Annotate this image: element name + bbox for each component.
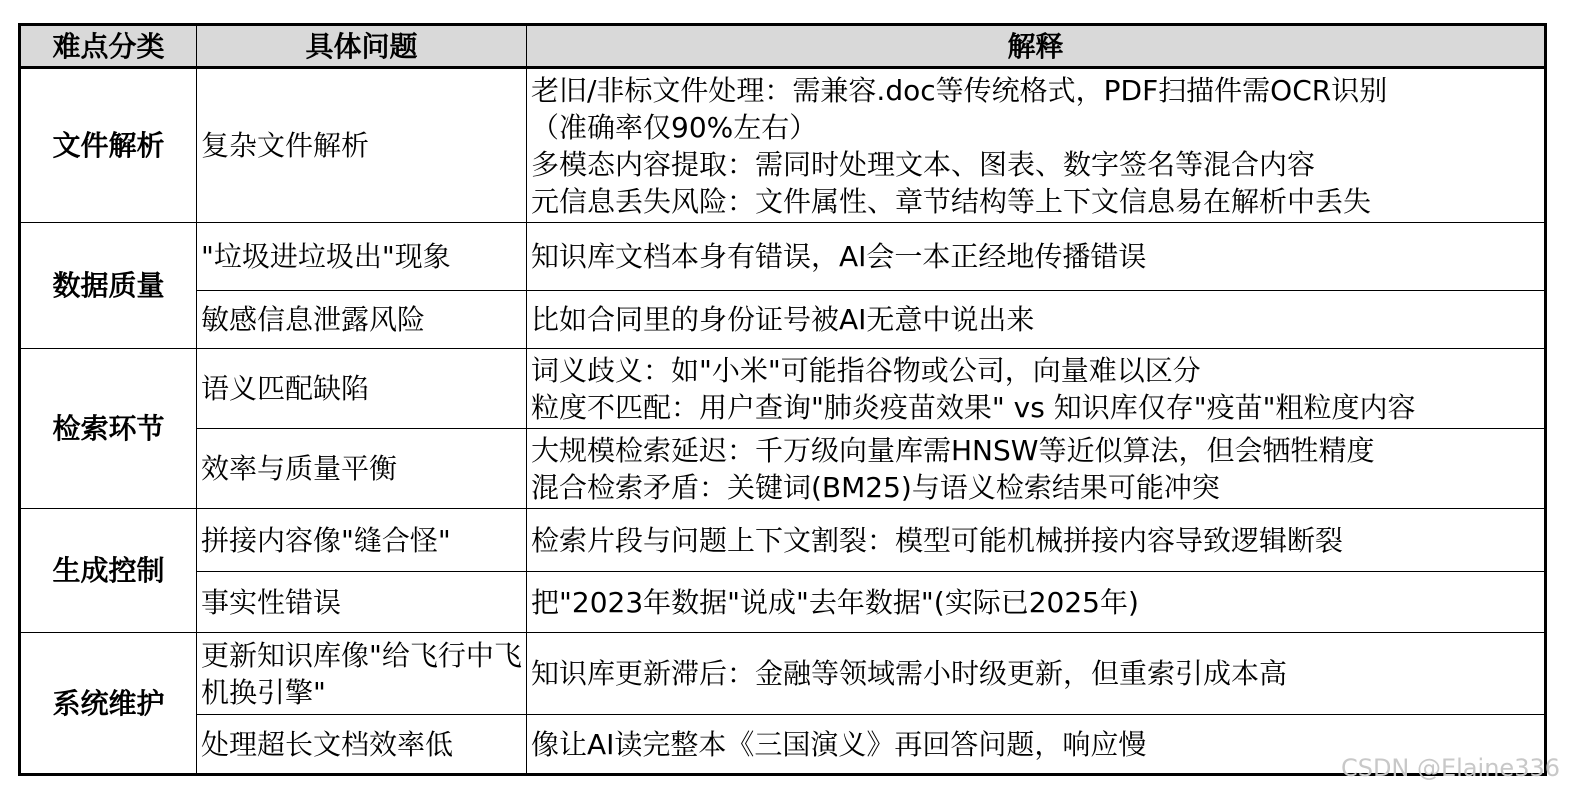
explanation-line: 粒度不匹配：用户查询"肺炎疫苗效果" vs 知识库仅存"疫苗"粗粒度内容 [531, 390, 1416, 424]
table-row [20, 291, 1546, 349]
explanation-cell [527, 223, 1546, 291]
explanation-line: 检索片段与问题上下文割裂：模型可能机械拼接内容导致逻辑断裂 [531, 523, 1344, 557]
explanation-cell [527, 509, 1546, 572]
explanation-line: 知识库更新滞后：金融等领域需小时级更新，但重索引成本高 [531, 657, 1288, 690]
explanation-cell [527, 633, 1546, 715]
issue-cell: 更新知识库像"给飞行中飞机换引擎" [197, 633, 527, 715]
explanation-line: 元信息丢失风险：文件属性、章节结构等上下文信息易在解析中丢失 [531, 184, 1372, 218]
category-cell: 数据质量 [20, 223, 197, 349]
category-cell: 检索环节 [20, 349, 197, 509]
issue-cell: 复杂文件解析 [197, 68, 527, 223]
table-row [20, 572, 1546, 633]
issue-cell: 处理超长文档效率低 [197, 715, 527, 775]
issue-cell: "垃圾进垃圾出"现象 [197, 223, 527, 291]
table-row [20, 223, 1546, 291]
explanation-cell [527, 572, 1546, 633]
table-row [20, 509, 1546, 572]
header-category: 难点分类 [20, 25, 197, 68]
explanation-line: 混合检索矛盾：关键词(BM25)与语义检索结果可能冲突 [531, 470, 1220, 504]
issue-cell: 效率与质量平衡 [197, 429, 527, 509]
explanation-cell [527, 291, 1546, 349]
table-row [20, 68, 1546, 223]
explanation-cell [527, 68, 1546, 223]
explanation-cell [527, 429, 1546, 509]
category-cell: 生成控制 [20, 509, 197, 633]
category-cell: 文件解析 [20, 68, 197, 223]
issue-cell: 敏感信息泄露风险 [197, 291, 527, 349]
table-row [20, 429, 1546, 509]
table-row [20, 349, 1546, 429]
explanation-line: 像让AI读完整本《三国演义》再回答问题，响应慢 [531, 727, 1147, 761]
table-row [20, 633, 1546, 715]
header-row [20, 25, 1546, 68]
issue-cell: 事实性错误 [197, 572, 527, 633]
explanation-line: （准确率仅90%左右） [531, 110, 818, 144]
explanation-line: 把"2023年数据"说成"去年数据"(实际已2025年) [531, 585, 1139, 619]
explanation-line: 老旧/非标文件处理：需兼容.doc等传统格式，PDF扫描件需OCR识别 [531, 73, 1388, 107]
explanation-line: 知识库文档本身有错误，AI会一本正经地传播错误 [531, 240, 1147, 273]
header-issue: 具体问题 [197, 25, 527, 68]
explanation-line: 大规模检索延迟：千万级向量库需HNSW等近似算法，但会牺牲精度 [531, 433, 1375, 467]
explanation-line: 多模态内容提取：需同时处理文本、图表、数字签名等混合内容 [531, 147, 1316, 181]
issue-cell: 语义匹配缺陷 [197, 349, 527, 429]
category-cell: 系统维护 [20, 633, 197, 775]
csdn-watermark: CSDN @Elaine336 [1340, 754, 1560, 782]
table-row [20, 715, 1546, 775]
explanation-line: 比如合同里的身份证号被AI无意中说出来 [531, 303, 1035, 336]
header-explanation: 解释 [527, 25, 1546, 68]
explanation-cell [527, 349, 1546, 429]
rag-difficulty-table [18, 23, 1547, 776]
issue-cell: 拼接内容像"缝合怪" [197, 509, 527, 572]
explanation-line: 词义歧义：如"小米"可能指谷物或公司，向量难以区分 [531, 353, 1201, 387]
